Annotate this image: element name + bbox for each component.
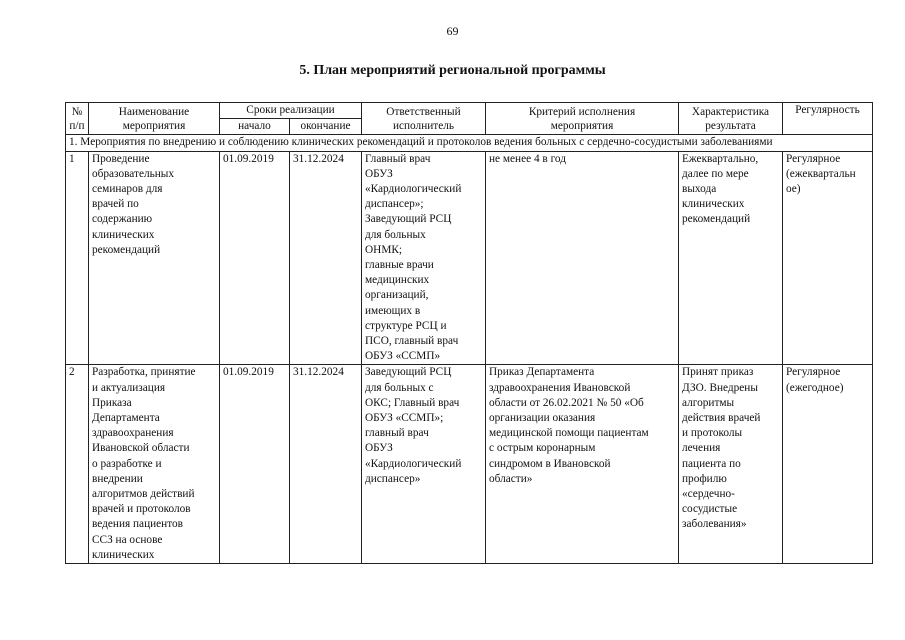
plan-table bbox=[65, 102, 873, 564]
table-row bbox=[66, 151, 873, 365]
row-regularity: Регулярное (ежеквартальн ое) bbox=[783, 151, 873, 365]
header-regularity: Регулярность bbox=[783, 103, 873, 135]
row-num: 1 bbox=[66, 151, 89, 365]
row-responsible: Главный врач ОБУЗ «Кардиологический диспансер»; Заведующий РСЦ для больных ОНМК; главные врачи медицинских организаций, имеющих в структуре РСЦ и ПСО, главный врач ОБУЗ «ССМП» bbox=[362, 151, 486, 365]
header-responsible: Ответственный исполнитель bbox=[362, 103, 486, 135]
section-heading: 1. Мероприятия по внедрению и соблюдению клинических рекомендаций и протоколов ведения больных с сердечно-сосудистыми заболеваниями bbox=[66, 135, 873, 151]
header-start: начало bbox=[220, 119, 290, 135]
row-end: 31.12.2024 bbox=[290, 365, 362, 564]
header-name: Наименование мероприятия bbox=[89, 103, 220, 135]
row-responsible: Заведующий РСЦ для больных с ОКС; Главный врач ОБУЗ «ССМП»; главный врач ОБУЗ «Кардиологический диспансер» bbox=[362, 365, 486, 564]
header-period: Сроки реализации bbox=[220, 103, 362, 119]
row-regularity: Регулярное (ежегодное) bbox=[783, 365, 873, 564]
header-result: Характеристика результата bbox=[679, 103, 783, 135]
row-result: Принят приказ ДЗО. Внедрены алгоритмы действия врачей и протоколы лечения пациента по профилю «сердечно- сосудистые заболевания» bbox=[679, 365, 783, 564]
section-title: 5. План мероприятий региональной программы bbox=[299, 63, 606, 78]
row-name: Разработка, принятие и актуализация Приказа Департамента здравоохранения Ивановской области о разработке и внедрении алгоритмов действий врачей и протоколов ведения пациентов ССЗ на основе клинических bbox=[89, 365, 220, 564]
row-name: Проведение образовательных семинаров для врачей по содержанию клинических рекомендаций bbox=[89, 151, 220, 365]
page-number: 69 bbox=[446, 24, 459, 38]
row-end: 31.12.2024 bbox=[290, 151, 362, 365]
header-num: № п/п bbox=[66, 103, 89, 135]
row-result: Ежеквартально, далее по мере выхода клинических рекомендаций bbox=[679, 151, 783, 365]
header-criteria: Критерий исполнения мероприятия bbox=[486, 103, 679, 135]
section-row bbox=[66, 135, 873, 151]
header-end: окончание bbox=[290, 119, 362, 135]
table-row bbox=[66, 365, 873, 564]
row-num: 2 bbox=[66, 365, 89, 564]
row-criteria: не менее 4 в год bbox=[486, 151, 679, 365]
row-start: 01.09.2019 bbox=[220, 151, 290, 365]
row-start: 01.09.2019 bbox=[220, 365, 290, 564]
row-criteria: Приказ Департамента здравоохранения Ивановской области от 26.02.2021 № 50 «Об организации оказания медицинской помощи пациентам с острым коронарным синдромом в Ивановской области» bbox=[486, 365, 679, 564]
header-row bbox=[66, 103, 873, 119]
